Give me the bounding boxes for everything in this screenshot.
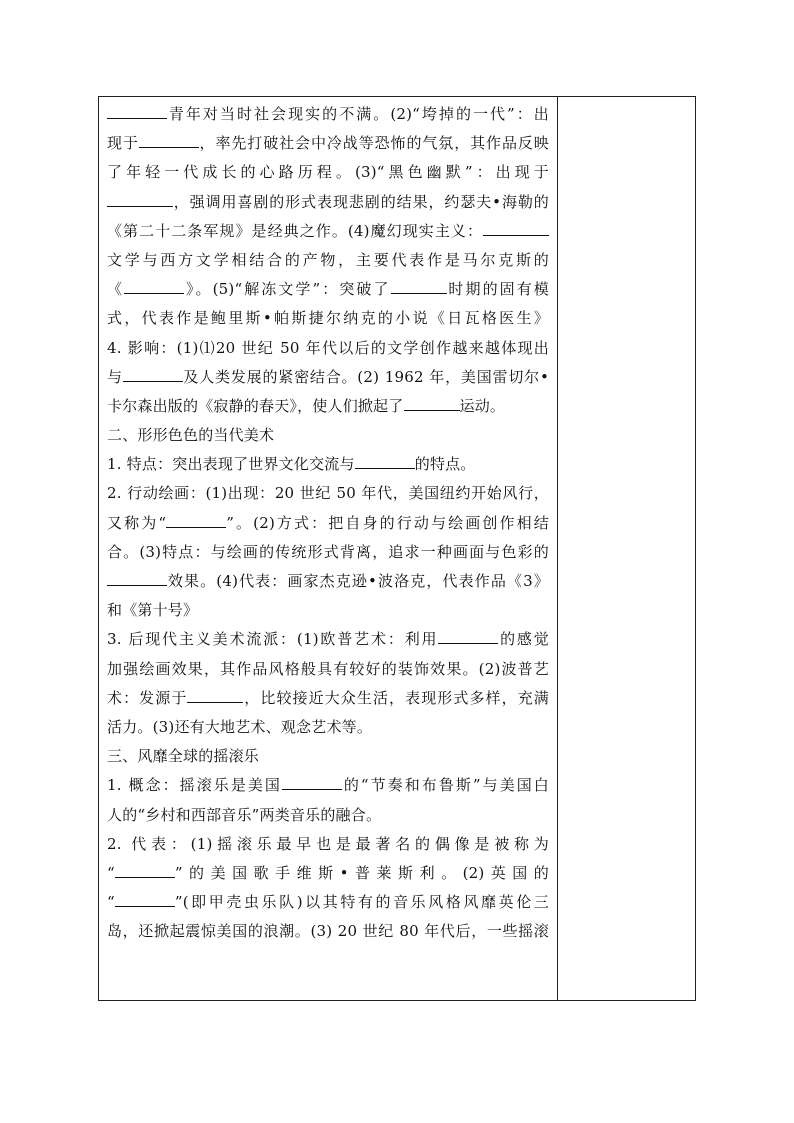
text-line: 3. 后现代主义美术流派：(1)欧普艺术：利用 的感觉 [107, 625, 549, 654]
section-heading: 三、风靡全球的摇滚乐 [107, 747, 260, 766]
text-line: ，强调用喜剧的形式表现悲剧的结果，约瑟夫•海勒的 [107, 188, 549, 217]
text-line: 人的“乡村和西部音乐”两类音乐的融合。 [107, 805, 382, 824]
text-line: 卡尔森出版的《寂静的春天》，使人们掀起了 运动。 [107, 392, 549, 421]
fill-blank [115, 860, 175, 878]
text-line: 加强绘画效果，其作品风格般具有较好的装饰效果。(2)波普艺 [107, 659, 549, 678]
fill-blank [115, 889, 175, 907]
text-line: 2. 行动绘画：(1)出现：20 世纪 50 年代，美国纽约开始风行， [107, 484, 549, 503]
main-text-column [99, 97, 558, 1000]
text-line: 活力。(3)还有大地艺术、观念艺术等。 [107, 717, 373, 736]
text-line: 式，代表作是鲍里斯•帕斯捷尔纳克的小说《日瓦格医生》 [107, 309, 549, 328]
fill-blank [123, 364, 183, 382]
fill-blank [391, 276, 447, 294]
text-line: 1. 概念：摇滚乐是美国 的“节奏和布鲁斯”与美国白 [107, 771, 549, 800]
text-line: 文学与西方文学相结合的产物，主要代表作是马尔克斯的 [107, 250, 549, 269]
text-line: 1. 特点：突出表现了世界文化交流与 的特点。 [107, 450, 549, 479]
text-line: 2. 代表：(1)摇滚乐最早也是最著名的偶像是被称为 [107, 834, 549, 853]
text-line: “ ”的美国歌手维斯•普莱斯利。(2)英国的 [107, 859, 549, 888]
notes-column [558, 97, 695, 1000]
text-line: 和《第十号》 [107, 601, 199, 620]
fill-blank [107, 101, 167, 119]
text-line: 效果。(4)代表：画家杰克逊•波洛克，代表作品《3》 [107, 567, 549, 596]
content-table [98, 96, 696, 1001]
text-line: 了年轻一代成长的心路历程。(3)“黑色幽默”：出现于 [107, 163, 549, 182]
fill-blank [355, 451, 415, 469]
section-heading: 二、形形色色的当代美术 [107, 426, 275, 445]
fill-blank [107, 568, 167, 586]
text-line: 术：发源于 ，比较接近大众生活，表现形式多样，充满 [107, 684, 549, 713]
fill-blank [483, 218, 549, 236]
text-line: 岛，还掀起震惊美国的浪潮。(3) 20 世纪 80 年代后，一些摇滚 [107, 922, 549, 941]
text-line: 现于 ，率先打破社会中冷战等恐怖的气氛，其作品反映 [107, 129, 549, 158]
fill-blank [166, 510, 226, 528]
fill-blank [282, 772, 342, 790]
fill-blank [139, 130, 199, 148]
text-line: 与 及人类发展的紧密结合。(2) 1962 年，美国雷切尔• [107, 363, 549, 392]
fill-blank [404, 393, 460, 411]
text-line: “ ”(即甲壳虫乐队)以其特有的音乐风格风靡英伦三 [107, 888, 549, 917]
text-line: 4. 影响：(1)⑴20 世纪 50 年代以后的文学创作越来越体现出 [107, 338, 549, 357]
text-line: 又称为“ ”。(2)方式：把自身的行动与绘画创作相结 [107, 509, 549, 538]
fill-blank [187, 685, 243, 703]
fill-blank [107, 189, 173, 207]
text-line: 《第二十二条军规》是经典之作。(4)魔幻现实主义： [107, 217, 549, 246]
fill-blank [438, 626, 498, 644]
text-line: 合。(3)特点：与绘画的传统形式背离，追求一种画面与色彩的 [107, 542, 549, 561]
text-line: 《 》。(5)“解冻文学”：突破了 时期的固有模 [107, 275, 549, 304]
text-line: 青年对当时社会现实的不满。(2)“垮掉的一代”：出 [107, 100, 549, 129]
fill-blank [124, 276, 184, 294]
